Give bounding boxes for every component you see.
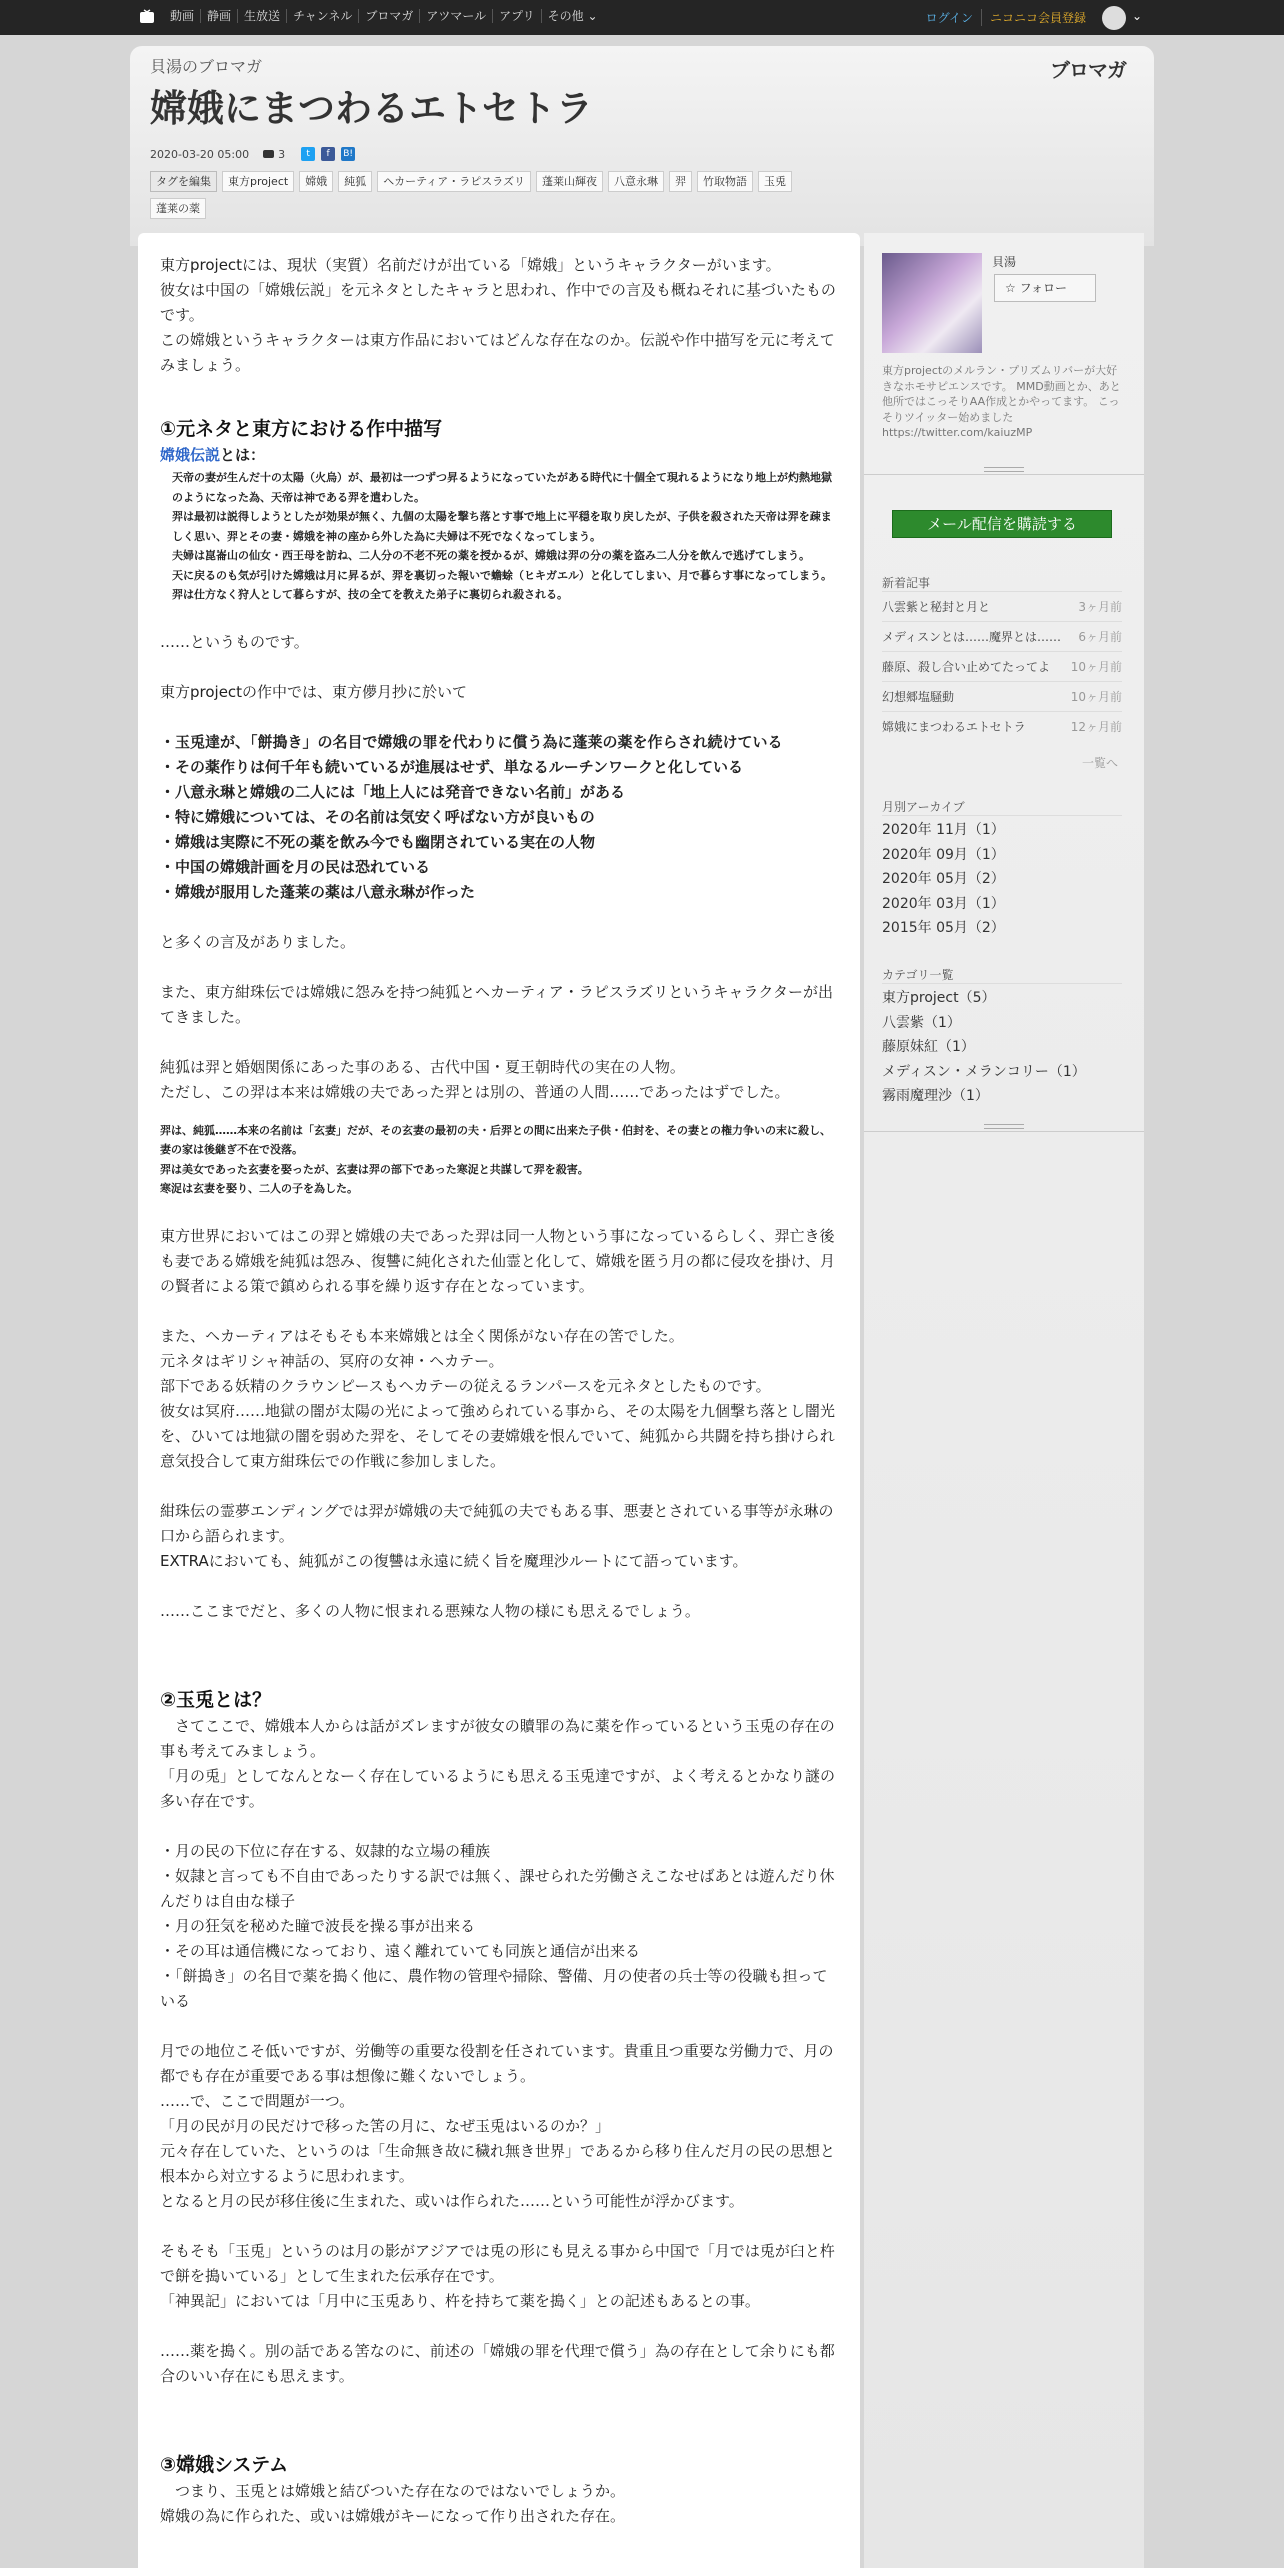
- follow-label: フォロー: [1019, 281, 1067, 295]
- comment-count[interactable]: [263, 148, 285, 161]
- paragraph: また、ヘカーティアはそもそも本来嫦娥とは全く関係がない存在の筈でした。: [160, 1326, 684, 1345]
- recent-item[interactable]: [882, 651, 1122, 681]
- tag-item[interactable]: 八意永琳: [608, 171, 664, 192]
- bullet-item: ・月の狂気を秘めた瞳で波長を操る事が出来る: [160, 1916, 476, 1935]
- archive-item[interactable]: 2015年 05月（2）: [882, 920, 1005, 936]
- comment-icon: [263, 150, 274, 158]
- paragraph: 東方projectには、現状（実質）名前だけが出ている「嫦娥」というキャラクターがいます。: [160, 256, 781, 274]
- recent-item[interactable]: [882, 681, 1122, 711]
- article-date: 2020-03-20 05:00: [150, 147, 250, 161]
- paragraph: ……で、ここで問題が一つ。: [160, 2091, 355, 2110]
- quote-line: 夫婦は崑崙山の仙女・西王母を訪ね、二人分の不老不死の薬を授かるが、嫦娥は羿の分の薬を盗み二人分を飲んで逃げてしまう。: [172, 549, 810, 562]
- profile-name[interactable]: 貝湯: [992, 255, 1017, 269]
- chevron-down-icon: ⌄: [587, 9, 598, 23]
- subscribe-mail-button[interactable]: メール配信を購読する: [892, 510, 1112, 538]
- paragraph: そもそも「玉兎」というのは月の影がアジアでは兎の形にも見える事から中国で「月では兎が臼と杵で餅を搗いている」として生まれた伝承存在です。: [160, 2241, 835, 2285]
- quote-line: 羿は仕方なく狩人として暮らすが、技の全てを教えた弟子に裏切られ殺される。: [172, 588, 568, 601]
- global-nav: [164, 9, 604, 23]
- category-item[interactable]: 八雲紫（1）: [882, 1014, 961, 1031]
- profile-avatar[interactable]: [882, 253, 982, 353]
- article-title: 嫦娥にまつわるエトセトラ: [150, 87, 593, 130]
- nav-other-label: その他: [547, 9, 584, 23]
- nav-app[interactable]: アプリ: [492, 9, 541, 23]
- paragraph: ただし、この羿は本来は嫦娥の夫であった羿とは別の、普通の人間……であったはずでした。: [160, 1082, 790, 1101]
- paragraph: ……薬を搗く。別の話である筈なのに、前述の「嫦娥の罪を代理で償う」為の存在として余りにも都合のいい存在にも思えます。: [160, 2341, 835, 2385]
- archive-item[interactable]: 2020年 03月（1）: [882, 895, 1005, 912]
- quote-line: 羿は最初は説得しようとしたが効果が無く、九個の太陽を撃ち落とす事で地上に平穏を取り戻したが、子供を殺された天帝は羿を疎ましく思い、羿とその妻・嫦娥を神の座から外した為に夫婦は不死でなくなってしまう。: [172, 510, 832, 543]
- paragraph: 月での地位こそ低いですが、労働等の重要な役割を任されています。貴重且つ重要な労働力で、月の都でも存在が重要である事は想像に難くないでしょう。: [160, 2041, 834, 2085]
- bullet-item: ・嫦娥は実際に不死の薬を飲み今でも幽閉されている実在の人物: [160, 832, 596, 851]
- article-body: [160, 253, 840, 2529]
- recent-item-ago: 6ヶ月前: [1078, 630, 1122, 644]
- nav-other[interactable]: [541, 9, 604, 23]
- paragraph: 彼女は冥府……地獄の闇が太陽の光によって強められている事から、その太陽を九個撃ち落とし闇光を、ひいては地獄の闇を弱めた羿を、そしてその妻嫦娥を恨んでいて、純狐から共闘を持ち掛けられ意気投合して東方紺珠伝での作戦に参加しました。: [160, 1401, 836, 1470]
- nav-channel[interactable]: チャンネル: [286, 9, 358, 23]
- bullet-item: ・奴隷と言っても不自由であったりする訳では無く、課せられた労働さえこなせばあとは遊んだり休んだりは自由な様子: [160, 1866, 835, 1910]
- paragraph: ……というものです。: [160, 632, 309, 651]
- quote-line: 羿は、純狐……本来の名前は「玄妻」だが、その玄妻の最初の夫・后羿との間に出来た子供・伯封を、その妻との権力争いの末に殺し、妻の家は後継ぎ不在で没落。: [160, 1123, 831, 1156]
- tag-list: [150, 171, 850, 225]
- register-link[interactable]: ニコニコ会員登録: [981, 9, 1086, 26]
- nav-live[interactable]: 生放送: [237, 9, 286, 23]
- paragraph: 彼女は中国の「嫦娥伝説」を元ネタとしたキャラと思われ、作中での言及も概ねそれに基づいたものです。: [160, 281, 836, 324]
- comment-count-value: 3: [278, 147, 286, 161]
- grip-icon: [984, 467, 1024, 472]
- paragraph: 「月の民が月の民だけで移った筈の月に、なぜ玉兎はいるのか？」: [160, 2116, 611, 2135]
- recent-item-ago: 10ヶ月前: [1070, 660, 1122, 674]
- section-heading: ①元ネタと東方における作中描写: [160, 418, 443, 440]
- archive-title: 月別アーカイブ: [882, 800, 965, 814]
- quote-line: 天帝の妻が生んだ十の太陽（火烏）が、最初は一つずつ昇るようになっていたがある時代に十個全て現れるようになり地上が灼熱地獄のようになった為、天帝は神である羿を遣わした。: [172, 471, 832, 504]
- profile-description: 東方projectのメルラン・プリズムリバーが大好きなホモサピエンスです。 MMD動画とか、あと他所ではこっそりAA作成とかやってます。 こっそりツイッター始めました https://twitter.com/kaiuzMP: [882, 364, 1121, 439]
- paragraph: 東方projectの作中では、東方儚月抄に於いて: [160, 682, 468, 701]
- tag-item[interactable]: ヘカーティア・ラピスラズリ: [377, 171, 531, 192]
- blog-name[interactable]: 貝湯のブロマガ: [150, 57, 263, 76]
- paragraph: つまり、玉兎とは嫦娥と結びついた存在なのではないでしょうか。: [160, 2481, 626, 2500]
- paragraph: 「神異記」においては「月中に玉兎あり、杵を持ちて薬を搗く」との記述もあるとの事。: [160, 2291, 760, 2310]
- follow-button[interactable]: [994, 274, 1096, 302]
- paragraph: さてここで、嫦娥本人からは話がズレますが彼女の贖罪の為に薬を作っているという玉兎の存在の事も考えてみましょう。: [160, 1716, 835, 1760]
- archive-item[interactable]: 2020年 11月（1）: [882, 822, 1005, 838]
- global-top-bar: [0, 0, 1284, 35]
- quote-line: 寒浞は玄妻を娶り、二人の子を為した。: [160, 1182, 358, 1195]
- archive-item[interactable]: 2020年 05月（2）: [882, 871, 1005, 887]
- login-link[interactable]: ログイン: [925, 11, 973, 25]
- grip-icon: [984, 1124, 1024, 1129]
- paragraph: 元ネタはギリシャ神話の、冥府の女神・ヘカテー。: [160, 1351, 504, 1370]
- category-title: カテゴリ一覧: [882, 968, 954, 982]
- bullet-item: ・その薬作りは何千年も続いているが進展はせず、単なるルーチンワークと化している: [160, 757, 744, 776]
- archive-list: [882, 815, 1122, 941]
- category-item[interactable]: 東方project（5）: [882, 990, 996, 1006]
- bullet-item: ・「餅搗き」の名目で薬を搗く他に、農作物の管理や掃除、警備、月の使者の兵士等の役職も担っている: [160, 1966, 828, 2010]
- hatena-share-icon[interactable]: B!: [341, 147, 355, 161]
- recent-list: [882, 591, 1122, 741]
- recent-item[interactable]: [882, 711, 1122, 741]
- recent-item-ago: 10ヶ月前: [1070, 690, 1122, 704]
- bullet-item: ・特に嫦娥については、その名前は気安く呼ばない方が良いもの: [160, 807, 595, 826]
- recent-item[interactable]: [882, 591, 1122, 621]
- section-heading: ②玉兎とは？: [160, 1688, 272, 1711]
- tag-item[interactable]: 純狐: [338, 171, 372, 192]
- tag-item[interactable]: 玉兎: [758, 171, 792, 192]
- recent-title: 新着記事: [882, 576, 931, 590]
- star-icon: ☆: [1005, 281, 1016, 295]
- recent-item-title: 嫦娥にまつわるエトセトラ: [882, 720, 1026, 734]
- paragraph: この嫦娥というキャラクターは東方作品においてはどんな存在なのか。伝説や作中描写を元に考えてみましょう。: [160, 331, 835, 374]
- recent-item-title: 幻想郷塩騒動: [882, 690, 955, 704]
- category-item[interactable]: メディスン・メランコリー（1）: [882, 1063, 1086, 1080]
- tag-item[interactable]: 羿: [669, 171, 692, 192]
- section-heading: ③嫦娥システム: [160, 2453, 289, 2476]
- legend-quote: [160, 468, 840, 605]
- bullet-item: ・その耳は通信機になっており、遠く離れていても同族と通信が出来る: [160, 1941, 641, 1960]
- user-menu-chevron-icon[interactable]: ⌄: [1132, 9, 1143, 23]
- paragraph: 東方世界においてはこの羿と嫦娥の夫であった羿は同一人物という事になっているらしく、羿亡き後も妻である嫦娥を純狐は怨み、復讐に純化された仙霊と化して、嫦娥を匿う月の都に侵攻を掛け、月の賢者による策で鎮められる事を繰り返す存在となっています。: [160, 1226, 836, 1295]
- sidebar-divider: [864, 1122, 1144, 1132]
- facebook-share-icon[interactable]: f: [321, 147, 335, 161]
- archive-item[interactable]: 2020年 09月（1）: [882, 846, 1005, 863]
- tag-item[interactable]: 蓬莱の薬: [150, 198, 206, 219]
- bullet-item: ・中国の嫦娥計画を月の民は恐れている: [160, 857, 431, 876]
- user-avatar-icon[interactable]: [1102, 6, 1126, 30]
- paragraph: 元々存在していた、というのは「生命無き故に穢れ無き世界」であるから移り住んだ月の民の思想と根本から対立するように思われます。: [160, 2141, 836, 2185]
- nav-seiga[interactable]: 静画: [200, 9, 237, 23]
- tag-item[interactable]: 蓬莱山輝夜: [536, 171, 603, 192]
- recent-more-link[interactable]: 一覧へ: [1082, 756, 1119, 770]
- tag-item[interactable]: 竹取物語: [697, 171, 753, 192]
- article-meta: [150, 147, 355, 161]
- recent-item[interactable]: [882, 621, 1122, 651]
- edit-tags-button[interactable]: タグを編集: [150, 171, 217, 192]
- recent-item-title: 八雲紫と秘封と月と: [882, 600, 991, 614]
- paragraph: 部下である妖精のクラウンピースもヘカテーの従えるランパースを元ネタとしたものです。: [160, 1376, 771, 1395]
- paragraph: EXTRAにおいても、純狐がこの復讐は永遠に続く旨を魔理沙ルートにて語っています。: [160, 1551, 748, 1570]
- recent-item-title: メディスンとは……魔界とは……: [882, 630, 1062, 644]
- recent-item-title: 藤原、殺し合い止めてたってよ: [882, 660, 1051, 674]
- paragraph: 「月の兎」としてなんとなーく存在しているようにも思える玉兎達ですが、よく考えるとかなり謎の多い存在です。: [160, 1766, 836, 1810]
- sidebar-divider: [864, 465, 1144, 475]
- paragraph: また、東方紺珠伝では嫦娥に怨みを持つ純狐とヘカーティア・ラピスラズリというキャラクターが出てきました。: [160, 982, 834, 1026]
- bullet-item: ・月の民の下位に存在する、奴隷的な立場の種族: [160, 1841, 491, 1860]
- recent-item-ago: 3ヶ月前: [1078, 600, 1122, 614]
- category-list: [882, 983, 1122, 1109]
- paragraph: 純狐は羿と婚姻関係にあった事のある、古代中国・夏王朝時代の実在の人物。: [160, 1057, 685, 1076]
- nav-blomaga[interactable]: ブロマガ: [358, 9, 419, 23]
- recent-item-ago: 12ヶ月前: [1070, 720, 1122, 734]
- paragraph: 嫦娥の為に作られた、或いは嫦娥がキーになって作り出された存在。: [160, 2506, 626, 2525]
- blomaga-logo[interactable]: ブロマガ: [1050, 58, 1126, 82]
- tag-item[interactable]: 嫦娥: [299, 171, 333, 192]
- bullet-item: ・八意永琳と嫦娥の二人には「地上人には発音できない名前」がある: [160, 782, 626, 801]
- twitter-share-icon[interactable]: t: [301, 147, 315, 161]
- category-item[interactable]: 藤原妹紅（1）: [882, 1039, 975, 1055]
- paragraph: となると月の民が移住後に生まれた、或いは作られた……という可能性が浮かびます。: [160, 2191, 744, 2210]
- nav-atsumaru[interactable]: アツマール: [419, 9, 492, 23]
- quote-line: 天に戻るのも気が引けた嫦娥は月に昇るが、羿を裏切った報いで蟾蜍（ヒキガエル）と化してしまい、月で暮らす事になってしまう。: [172, 568, 832, 582]
- paragraph: ……ここまでだと、多くの人物に恨まれる悪辣な人物の様にも思えるでしょう。: [160, 1601, 700, 1620]
- niconico-tv-icon[interactable]: [139, 9, 155, 25]
- category-item[interactable]: 霧雨魔理沙（1）: [882, 1088, 989, 1104]
- bullet-item: ・嫦娥が服用した蓬莱の薬は八意永琳が作った: [160, 882, 476, 901]
- quote-line: 羿は美女であった玄妻を娶ったが、玄妻は羿の部下であった寒浞と共謀して羿を殺害。: [160, 1162, 589, 1176]
- paragraph: と多くの言及がありました。: [160, 932, 356, 951]
- note-quote: [160, 1121, 840, 1199]
- legend-suffix: とは：: [220, 446, 266, 464]
- paragraph: 紺珠伝の霊夢エンディングでは羿が嫦娥の夫で純狐の夫でもある事、悪妻とされている事等が永琳の口から語られます。: [160, 1501, 834, 1545]
- bullet-item: ・玉兎達が、「餅搗き」の名目で嫦娥の罪を代わりに償う為に蓬莱の薬を作らされ続けている: [160, 732, 783, 751]
- tag-item[interactable]: 東方project: [222, 171, 294, 192]
- nav-video[interactable]: 動画: [170, 9, 195, 23]
- legend-link[interactable]: 嫦娥伝説: [160, 446, 221, 464]
